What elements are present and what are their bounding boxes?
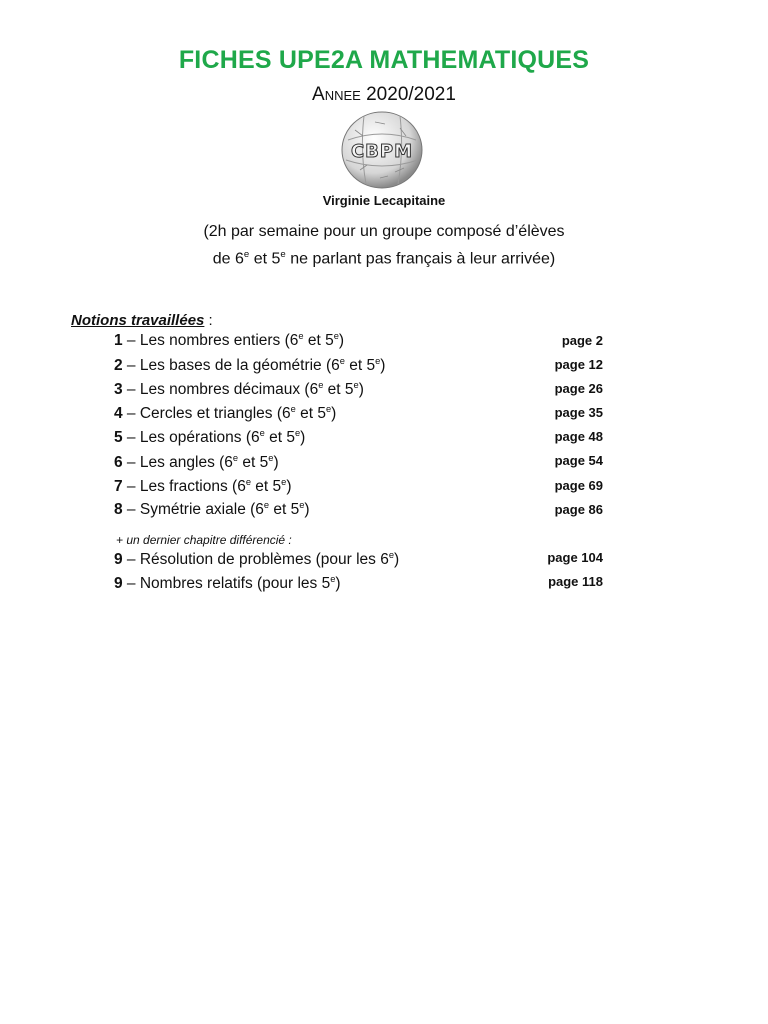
author-name: Virginie Lecapitaine — [322, 193, 446, 208]
toc-item-number: 4 — [114, 405, 123, 423]
notions-heading — [71, 312, 213, 329]
toc-item-title: – Les nombres entiers (6e et 5e) — [122, 331, 345, 350]
toc-item-page: page 12 — [554, 357, 603, 372]
toc-item-title: – Nombres relatifs (pour les 5e) — [122, 574, 341, 593]
toc-item — [114, 500, 310, 519]
toc-item-page: page 69 — [554, 478, 603, 493]
differentiated-note: + un dernier chapitre différencié : — [116, 533, 292, 547]
toc-item-title: – Les angles (6e et 5e) — [122, 453, 279, 472]
subtitle-line-2: de 6e et 5e ne parlant pas français à leur arrivée) — [212, 249, 556, 268]
toc-item-title: – Symétrie axiale (6e et 5e) — [122, 500, 310, 519]
toc-item-number: 3 — [114, 381, 123, 399]
toc-item-page: page 54 — [554, 453, 603, 468]
toc-item — [114, 380, 364, 399]
toc-item — [114, 477, 292, 496]
toc-item — [114, 356, 385, 375]
toc-item-number: 5 — [114, 429, 123, 447]
school-year: Annee 2020/2021 — [312, 84, 456, 105]
toc-item-number: 1 — [114, 332, 123, 350]
toc-item-title: – Les nombres décimaux (6e et 5e) — [122, 380, 364, 399]
subtitle-line-1: (2h par semaine pour un groupe composé d’élèves — [203, 223, 565, 240]
notions-heading-label: Notions travaillées — [71, 312, 205, 329]
toc-item-number: 7 — [114, 478, 123, 496]
toc-item-number: 8 — [114, 501, 123, 519]
toc-item-page: page 104 — [547, 550, 603, 565]
subtitle — [0, 220, 768, 270]
toc-item-page: page 35 — [554, 405, 603, 420]
notions-heading-suffix: : — [204, 312, 213, 329]
document-title: FICHES UPE2A MATHEMATIQUES — [178, 46, 590, 74]
toc-item-number: 9 — [114, 551, 123, 569]
toc-item-page: page 86 — [554, 502, 603, 517]
cbpm-logo — [340, 110, 424, 190]
toc-item-title: – Les fractions (6e et 5e) — [122, 477, 292, 496]
toc-item — [114, 404, 336, 423]
toc-item-page: page 118 — [548, 574, 603, 589]
toc-item-title: – Cercles et triangles (6e et 5e) — [122, 404, 337, 423]
toc-item — [114, 453, 279, 472]
toc-extra-item — [114, 550, 399, 569]
toc-item-title: – Les bases de la géométrie (6e et 5e) — [122, 356, 386, 375]
toc-item-title: – Les opérations (6e et 5e) — [122, 428, 306, 447]
toc-item-page: page 2 — [561, 333, 603, 348]
logo-text: CBPM — [350, 141, 414, 162]
toc-item-page: page 26 — [554, 381, 603, 396]
toc-item-title: – Résolution de problèmes (pour les 6e) — [122, 550, 400, 569]
toc-item-number: 6 — [114, 454, 123, 472]
toc-item — [114, 331, 344, 350]
toc-extra-item — [114, 574, 341, 593]
toc-item-number: 2 — [114, 357, 123, 375]
toc-item — [114, 428, 305, 447]
toc-item-number: 9 — [114, 575, 123, 593]
toc-item-page: page 48 — [554, 429, 603, 444]
